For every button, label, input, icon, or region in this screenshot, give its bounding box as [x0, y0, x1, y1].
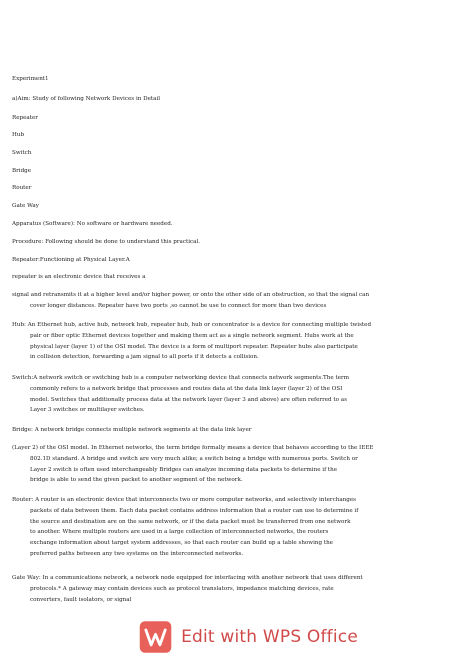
router-paragraph — [12, 495, 460, 560]
apparatus-line: Apparatus (Software): No software or hardware needed. — [12, 221, 173, 227]
bridge-text-line: (Layer 2) of the OSI model. In Ethernet networks, the term bridge formally means a device that behaves according to the IEEE — [12, 445, 374, 451]
device-item-gateway: Gate Way — [12, 203, 39, 209]
switch-text-line: Layer 3 switches or multilayer switches. — [30, 407, 145, 414]
bridge-title: Bridge: A network bridge connects multiple network segments at the data link layer — [12, 427, 252, 433]
gateway-text-line: Gate Way: In a communications network, a network node equipped for interfacing with another network that uses different — [12, 575, 363, 581]
repeater-text-line: repeater is an electronic device that receives a — [12, 274, 146, 280]
hub-text-line: pair or fiber optic Ethernet devices together and making them act as a single network segment. Hubs work at the — [30, 332, 354, 339]
bridge-paragraph — [12, 443, 460, 486]
gateway-paragraph — [12, 573, 460, 605]
device-item-hub: Hub — [12, 132, 25, 138]
experiment-title: Experiment1 — [12, 76, 49, 82]
bridge-text-line: Layer 2 switch is often used interchangeably Bridges can analyze incoming data packets to determine if the — [30, 466, 338, 473]
aim-line: a)Aim: Study of following Network Devices in Detail — [12, 96, 161, 102]
repeater-title: Repeater:Functioning at Physical Layer.A — [12, 257, 130, 263]
hub-paragraph — [12, 320, 460, 363]
switch-text-line: commonly refers to a network bridge that processes and routes data at the data link layer (layer 2) of the OSI — [30, 385, 343, 392]
bridge-text-line: 802.1D standard. A bridge and switch are very much alike; a switch being a bridge with numerous ports. Switch or — [30, 455, 358, 462]
router-text-line: packets of data between them. Each data packet contains address information that a router can use to determine if — [30, 507, 359, 514]
router-text-line: preferred paths between any two systems on the interconnected networks. — [30, 550, 244, 557]
router-text-line: Router: A router is an electronic device that interconnects two or more computer networks, and selectively interchanges — [12, 497, 357, 503]
repeater-text-line: signal and retransmits it at a higher level and/or higher power, or onto the other side of an obstruction, so that the signal can — [12, 292, 370, 298]
hub-text-line: in collision detection, forwarding a jam signal to all ports if it detects a collision. — [30, 354, 259, 361]
device-item-router: Router — [12, 185, 32, 191]
gateway-text-line: protocols.* A gateway may contain devices such as protocol translators, impedance matching devices, rate — [30, 585, 334, 592]
hub-text-line: physical layer (layer 1) of the OSI model. The device is a form of multiport repeater. Repeater hubs also participate — [30, 343, 358, 350]
switch-paragraph — [12, 373, 460, 416]
switch-text-line: model. Switches that additionally process data at the network layer (layer 3 and above) are often referred to as — [30, 396, 348, 403]
switch-text-line: Switch:A network switch or switching hub is a computer networking device that connects network segments.The term — [12, 375, 350, 381]
router-text-line: to another. Where multiple routers are used in a large collection of interconnected networks, the routers — [30, 529, 329, 536]
hub-text-line: Hub: An Ethernet hub, active hub, network hub, repeater hub, hub or concentrator is a device for connecting multiple twisted — [12, 322, 372, 328]
repeater-paragraph — [12, 290, 460, 312]
router-text-line: the source and destination are on the same network, or if the data packet must be transferred from one network — [30, 518, 351, 525]
router-text-line: exchange information about target system addresses, so that each router can build up a table showing the — [30, 540, 333, 547]
wps-watermark-text: Edit with WPS Office — [181, 627, 358, 647]
wps-watermark[interactable] — [138, 615, 358, 659]
device-item-repeater: Repeater — [12, 115, 38, 121]
repeater-text-line: cover longer distances. Repeater have two ports ,so cannot be use to connect for more than two devices — [30, 302, 327, 309]
bridge-text-line: bridge is able to send the given packet to another segment of the network. — [30, 477, 243, 484]
gateway-text-line: converters, fault isolators, or signal — [30, 596, 132, 603]
procedure-line: Procedure: Following should be done to understand this practical. — [12, 239, 201, 245]
device-item-bridge: Bridge — [12, 168, 32, 174]
device-item-switch: Switch — [12, 150, 32, 156]
wps-logo-icon — [138, 618, 173, 656]
